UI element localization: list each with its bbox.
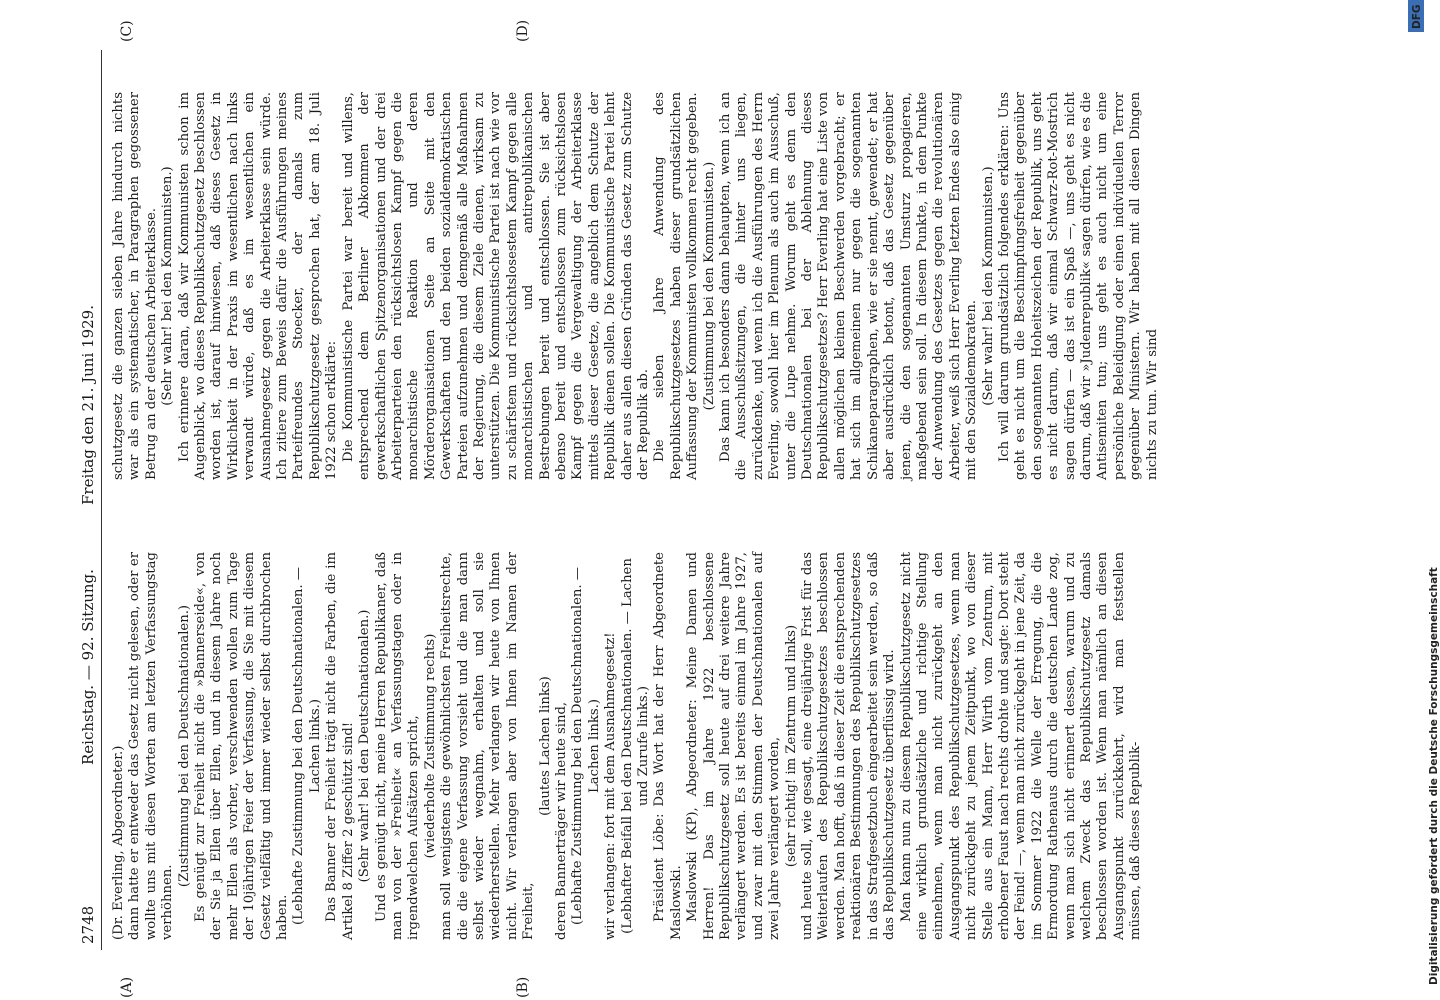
rotated-page bbox=[75, 19, 1325, 998]
interjection: (lautes Lachen links) bbox=[537, 676, 553, 816]
paragraph: Das Banner der Freiheit trägt nicht die Farben, die im Artikel 8 Ziffer 2 geschützt sind! bbox=[324, 552, 356, 940]
speaker-ref: (Dr. Everling, Abgeordneter.) bbox=[111, 745, 126, 940]
interjection: (Sehr wahr! bei den Kommunisten.) bbox=[980, 166, 996, 406]
paragraph: deren Bannerträger wir heute sind, bbox=[553, 701, 569, 940]
president-announcement: Präsident Löbe: Das Wort hat der Herr Abgeordnete Maslowski. bbox=[652, 552, 684, 940]
interjection: (Sehr wahr! bei den Deutschnationalen.) bbox=[357, 609, 373, 883]
interjection: (Sehr wahr! bei den Kommunisten.) bbox=[160, 166, 176, 406]
interjection: (Lebhafte Zustimmung bei den Deutschnationalen. — Lachen links.) bbox=[570, 567, 602, 925]
speech-opening: Maslowski (KP), Abgeordneter: Meine Damen und Herren! Das im Jahre 1922 beschlossene Republikschutzgesetz soll heute auf drei weitere Jahre verlängert werden. Es ist bereits einmal im Jahre 1927, und zwar mit den Stimmen der Deutschnationalen auf zwei Jahre verlängert worden, bbox=[685, 552, 783, 940]
margin-marker-d: (D) bbox=[515, 19, 531, 42]
right-column bbox=[111, 92, 1161, 480]
paragraph: Man kann nun zu diesem Republikschutzgesetz nicht eine wirklich grundsätzliche und richtige Stellung einnehmen, wenn man nicht zurückgeht an den Ausgangspunkt des Republikschutzgesetzes, wenn man nicht zurückgeht zu jenem Zeitpunkt, wo von dieser Stelle aus ein Mann, Herr Wirth vom Zentrum, mit erhobener Faust nach rechts drohte und sagte: Dort steht der Feind! —, wenn man nicht zurückgeht in jene Zeit, da im Sommer 1922 die Welle der Erregung, die die Ermordung Rathenaus durch die deutschen Lande zog, wenn man sich nicht erinnert dessen, warum und zu welchem Zweck das Republikschutzgesetz damals beschlossen worden ist. Wenn man nämlich an diesen Ausgangspunkt zurückkehrt, wird man feststellen müssen, daß dieses Republik- bbox=[898, 551, 1144, 940]
margin-marker-a: (A) bbox=[119, 976, 135, 998]
interjection: (sehr richtig! im Zentrum und links) bbox=[783, 624, 799, 868]
header-rule bbox=[101, 50, 102, 950]
paragraph: wir verlangen: fort mit dem Ausnahmegesetz! bbox=[603, 632, 619, 940]
interjection: (Zustimmung bei den Deutschnationalen.) bbox=[176, 604, 192, 888]
margin-marker-c: (C) bbox=[119, 20, 135, 42]
paragraph: Das kann ich besonders dann behaupten, wenn ich an die Ausschußsitzungen, die hinter uns liegen, zurückdenke, und wenn ich die Ausführungen des Herrn Everling, sowohl hier im Plenum als auch im Ausschuß, unter die Lupe nehme. Worum geht es denn den Deutschnationalen bei der Ablehnung dieses Republikschutzgesetzes? Herr Everling hat eine Liste von allen möglichen kleinen Beschwerden vorgebracht; er hat sich im allgemeinen nur gegen die sogenannten Schikaneparagraphen, wie er sie nennt, gewendet; er hat aber ausdrücklich betont, daß das Gesetz gegenüber jenen, die den sogenannten Umsturz propagieren, maßgebend sein soll. In diesem Punkte, in dem Punkte der Anwendung des Gesetzes gegen die revolutionären Arbeiter, weiß sich Herr Everling letzten Endes also einig mit den Sozialdemokraten. bbox=[718, 92, 980, 480]
header-left-title: Reichstag. — 92. Sitzung. bbox=[79, 569, 97, 765]
paragraph: man soll wenigstens die gewöhnlichsten Freiheitsrechte, die die eigene Verfassung vorsieht und die man dann selbst wieder wegnahm, erhalten und soll sie wiederherstellen. Mehr verlangen wir heute von Ihnen nicht. Wir verlangen aber von Ihnen im Namen der Freiheit, bbox=[439, 552, 537, 940]
interjection: (Lebhafter Beifall bei den Deutschnationalen. — Lachen und Zurufe links.) bbox=[619, 558, 651, 934]
dfg-logo: DFG bbox=[1408, 0, 1424, 32]
paragraph: und heute soll, wie gesagt, eine dreijährige Frist für das Weiterlaufen des Republikschutzgesetzes beschlossen werden. Man hofft, daß in dieser Zeit die entsprechenden reaktionären Bestimmungen des Republikschutzgesetzes in das Strafgesetzbuch eingearbeitet sein werden, so daß das Republikschutzgesetz überflüssig wird. bbox=[800, 552, 898, 940]
quotation: Die Kommunistische Partei war bereit und willens, entsprechend dem Berliner Abkommen der gewerkschaftlichen Spitzenorganisationen und der drei Arbeiterparteien den rücksichtslosen Kampf gegen die monarchistische Reaktion und deren Mörderorganisationen Seite an Seite mit den Gewerkschaften und den beiden sozialdemokratischen Parteien aufzunehmen und demgemäß alle Maßnahmen der Regierung, die diesem Ziele dienen, wirksam zu unterstützen. Die Kommunistische Partei ist nach wie vor zu schärfstem und rücksichtslosestem Kampf gegen alle monarchistischen und antirepublikanischen Bestrebungen bereit und entschlossen. Sie ist aber ebenso bereit und entschlossen zum rücksichtslosen Kampf gegen die Vergewaltigung der Arbeiterklasse mittels dieser Gesetze, die angeblich dem Schutze der Republik dienen sollen. Die Kommunistische Partei lehnt daher aus allen diesen Gründen das Gesetz zum Schutze der Republik ab. bbox=[340, 92, 651, 480]
interjection: (Lebhafte Zustimmung bei den Deutschnationalen. — Lachen links.) bbox=[291, 567, 323, 925]
left-column bbox=[111, 552, 1145, 940]
interjection: (wiederholte Zustimmung rechts) bbox=[422, 633, 438, 859]
paragraph: dann hatte er entweder das Gesetz nicht gelesen, oder er wollte uns mit diesen Worten am letzten Verfassungstag verhöhnen. bbox=[127, 552, 176, 940]
header-right-title: Freitag den 21. Juni 1929. bbox=[79, 305, 97, 505]
paragraph: Die sieben Jahre Anwendung des Republikschutzgesetzes haben dieser grundsätzlichen Auffassung der Kommunisten vollkommen recht gegeben. bbox=[652, 92, 701, 480]
interjection: (Zustimmung bei den Kommunisten.) bbox=[701, 161, 717, 411]
digitization-note bbox=[1408, 0, 1440, 1000]
paragraph: Es genügt zur Freiheit nicht die »Bannerseide«, von der Sie ja Ellen über Ellen, und in diesem Jahre noch mehr Ellen als vorher, verschwenden wollen zum Tage der 10jährigen Feier der Verfassung, die Sie mit diesem Gesetz vielfältig und immer wieder selbst durchbrochen haben. bbox=[193, 552, 291, 940]
paragraph: schutzgesetz die ganzen sieben Jahre hindurch nichts war als ein systematischer, in Paragraphen gegossener Betrug an der deutschen Arbeiterklasse. bbox=[111, 92, 159, 480]
paragraph: Und es genügt nicht, meine Herren Republikaner, daß man von der »Freiheit« an Verfassungstagen oder in irgendwelchen Aufsätzen spricht, bbox=[373, 552, 422, 940]
page-number: 2748 bbox=[79, 905, 97, 944]
paragraph: Ich erinnere daran, daß wir Kommunisten schon im Augenblick, wo dieses Republikschutzgesetz beschlossen worden ist, darauf hinwiesen, daß dieses Gesetz in Wirklichkeit in der Praxis im wesentlichen nach links verwandt würde, daß es im wesentlichen ein Ausnahmegesetz gegen die Arbeiterklasse sein würde. Ich zitiere zum Beweis dafür die Ausführungen meines Parteifreundes Stoecker, der damals zum Republikschutzgesetz gesprochen hat, der am 18. Juli 1922 schon erklärte: bbox=[176, 92, 340, 480]
margin-marker-b: (B) bbox=[515, 976, 531, 998]
paragraph: Ich will darum grundsätzlich folgendes erklären: Uns geht es nicht um die Beschimpfungsfreiheit gegenüber den sogenannten Hoheitszeichen der Republik, uns geht es nicht darum, daß wir einmal Schwarz-Rot-Mostrich sagen dürfen — das ist ein Spaß —, uns geht es nicht darum, daß wir »Judenrepublik« sagen dürfen, wie es die Antisemiten tun; uns geht es auch nicht um eine persönliche Beleidigung oder einen individuellen Terror gegenüber Ministern. Wir haben mit all diesen Dingen nichts zu tun. Wir sind bbox=[996, 92, 1160, 480]
digitization-credit: Digitalisierung gefördert durch die Deutsche Forschungsgemeinschaft bbox=[1428, 567, 1440, 985]
